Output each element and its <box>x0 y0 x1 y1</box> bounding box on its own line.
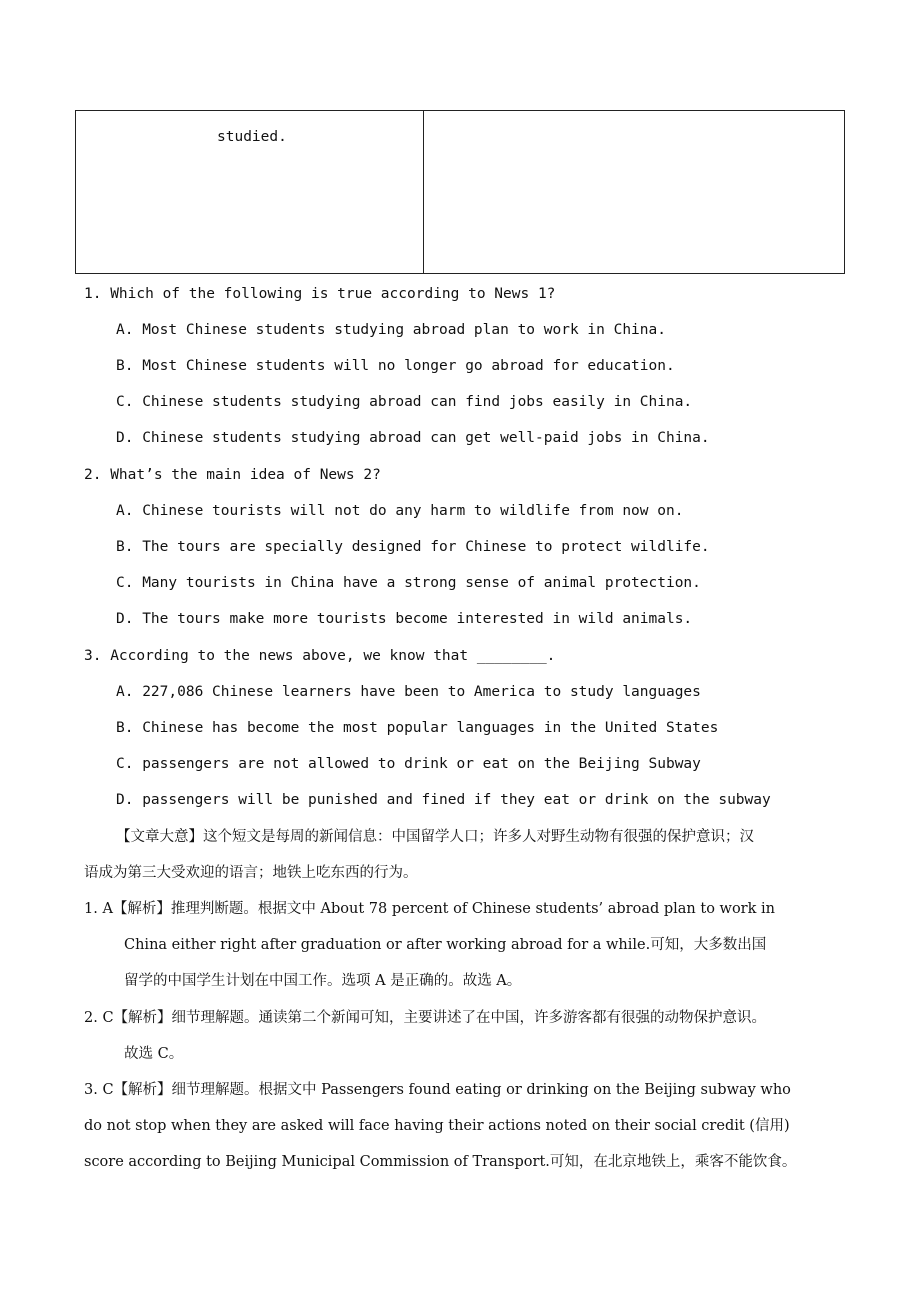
answer-3-line-3: score according to Beijing Municipal Commission of Transport.可知，在北京地铁上，乘客不能饮食。 <box>84 1154 797 1170</box>
question-2-option-a: A. Chinese tourists will not do any harm to wildlife from now on. <box>116 503 684 519</box>
table-cell-left <box>76 111 424 273</box>
answer-1-line-3: 留学的中国学生计划在中国工作。选项 A 是正确的。故选 A。 <box>124 973 522 989</box>
summary-line-2: 语成为第三大受欢迎的语言；地铁上吃东西的行为。 <box>84 865 418 881</box>
question-3-option-d: D. passengers will be punished and fined if they eat or drink on the subway <box>116 792 771 808</box>
question-3-option-b: B. Chinese has become the most popular languages in the United States <box>116 720 719 736</box>
question-2-option-d: D. The tours make more tourists become interested in wild animals. <box>116 611 693 627</box>
question-2-option-c: C. Many tourists in China have a strong sense of animal protection. <box>116 575 701 591</box>
content-table <box>75 110 845 274</box>
question-3-option-a: A. 227,086 Chinese learners have been to America to study languages <box>116 684 701 700</box>
answer-2-line-1: 2. C【解析】细节理解题。通读第二个新闻可知，主要讲述了在中国，许多游客都有很强的动物保护意识。 <box>84 1010 767 1026</box>
table-cell-right <box>424 111 844 273</box>
answer-1-line-1: 1. A【解析】推理判断题。根据文中 About 78 percent of Chinese students’ abroad plan to work in <box>84 901 775 917</box>
question-1-option-a: A. Most Chinese students studying abroad plan to work in China. <box>116 322 666 338</box>
summary-line-1: 【文章大意】这个短文是每周的新闻信息：中国留学人口；许多人对野生动物有很强的保护意识；汉 <box>116 829 754 845</box>
table-cell-text: studied. <box>217 129 287 145</box>
question-1-option-d: D. Chinese students studying abroad can get well-paid jobs in China. <box>116 430 710 446</box>
question-1-stem: 1. Which of the following is true according to News 1? <box>84 286 556 302</box>
question-2-stem: 2. What’s the main idea of News 2? <box>84 467 381 483</box>
question-1-option-c: C. Chinese students studying abroad can find jobs easily in China. <box>116 394 693 410</box>
question-1-option-b: B. Most Chinese students will no longer go abroad for education. <box>116 358 675 374</box>
question-3-stem: 3. According to the news above, we know that ________. <box>84 648 556 664</box>
question-2-option-b: B. The tours are specially designed for Chinese to protect wildlife. <box>116 539 710 555</box>
answer-2-line-2: 故选 C。 <box>124 1046 184 1062</box>
answer-3-line-2: do not stop when they are asked will face having their actions noted on their social credit (信用) <box>84 1118 790 1134</box>
question-3-option-c: C. passengers are not allowed to drink or eat on the Beijing Subway <box>116 756 701 772</box>
answer-3-line-1: 3. C【解析】细节理解题。根据文中 Passengers found eating or drinking on the Beijing subway who <box>84 1082 791 1098</box>
answer-1-line-2: China either right after graduation or after working abroad for a while.可知，大多数出国 <box>124 937 767 953</box>
